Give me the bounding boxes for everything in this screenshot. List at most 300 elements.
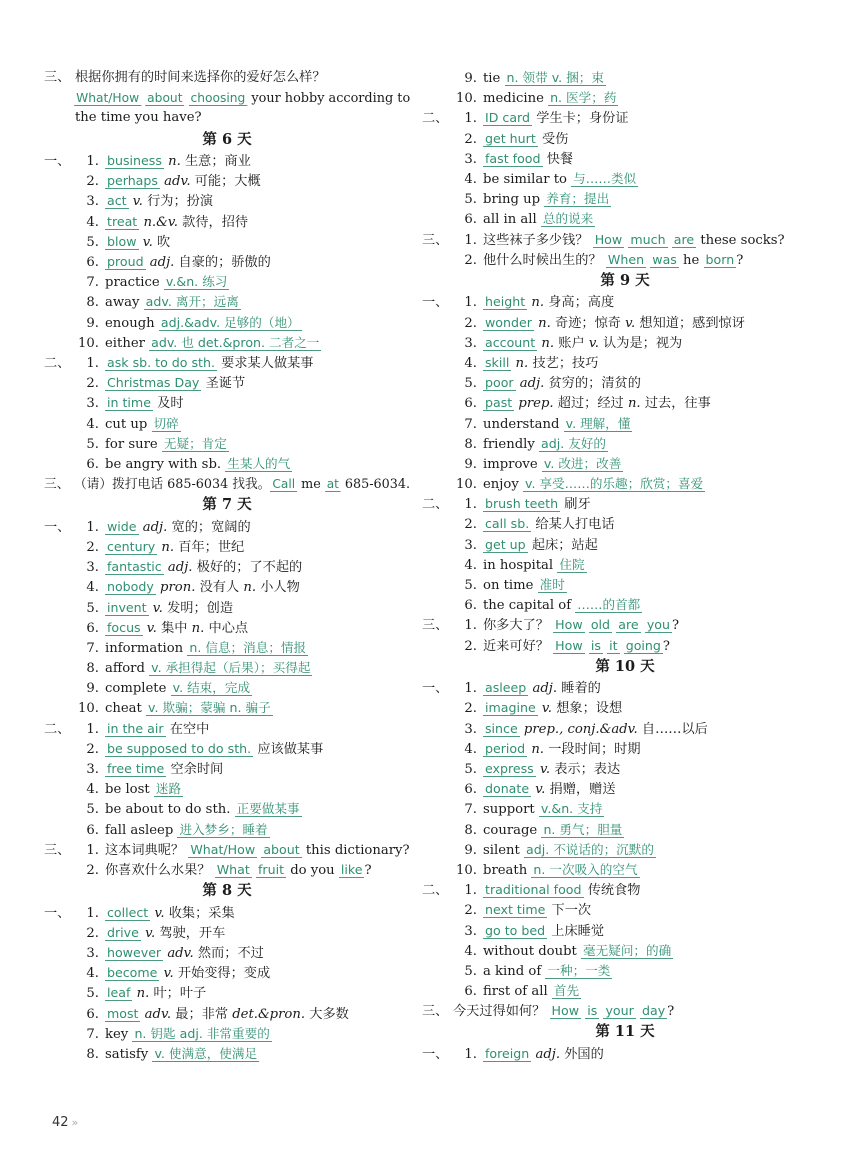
answer-text: is <box>590 637 601 653</box>
answer-text: 迷路 <box>155 781 182 797</box>
prompt-text: these socks? <box>696 232 785 248</box>
line-content <box>105 517 251 538</box>
exercise-line <box>422 779 828 799</box>
part-of-speech: n. <box>527 295 545 311</box>
item-number: 6. <box>464 984 477 1000</box>
item-number: 10. <box>456 477 477 493</box>
line-content <box>483 454 623 475</box>
exercise-line <box>422 514 828 534</box>
line-content <box>483 189 611 210</box>
exercise-line <box>44 454 410 474</box>
item-number: 6. <box>86 1006 99 1022</box>
prompt-text: 学生卡；身份证 <box>532 111 629 127</box>
exercise-line <box>44 860 410 880</box>
section-marker: 一、 <box>422 295 449 311</box>
exercise-line <box>44 1044 410 1064</box>
exercise-line <box>44 820 410 840</box>
exercise-line <box>44 68 410 88</box>
item-number: 2. <box>464 638 477 654</box>
section-marker: 二、 <box>422 111 449 127</box>
exercise-line <box>44 658 410 678</box>
line-content <box>105 393 184 414</box>
line-content <box>483 333 682 354</box>
prompt-text: （请）拨打电话 685-6034 找我。 <box>73 477 271 493</box>
prompt-text: 没有人 <box>195 580 244 596</box>
prompt-text: 宽的；宽阔的 <box>167 519 251 535</box>
section-marker: 二、 <box>422 497 449 513</box>
answer-text: 切碎 <box>153 415 179 431</box>
prompt-text: 表示；表达 <box>550 762 621 777</box>
answer-text: foreign <box>485 1045 530 1061</box>
answer-text: in the air <box>107 720 164 736</box>
line-content <box>483 900 591 921</box>
item-number: 2. <box>464 252 477 268</box>
answer-text: asleep <box>485 680 527 696</box>
prompt-text: the time you have? <box>75 110 202 126</box>
part-of-speech: n. <box>527 741 545 757</box>
part-of-speech: n.&v. <box>139 214 178 230</box>
exercise-line <box>44 698 410 718</box>
answer-text: 毫无疑问；的确 <box>583 942 672 958</box>
prompt-text: 吹 <box>152 234 171 250</box>
item-number: 5. <box>86 600 99 616</box>
answer-text: How <box>551 1003 579 1019</box>
answer-text: wide <box>107 518 137 534</box>
answer-text: poor <box>485 375 514 391</box>
line-content <box>105 799 302 820</box>
item-number: 1. <box>86 721 99 737</box>
answer-text: donate <box>485 781 530 797</box>
prompt-text: ? <box>662 638 670 654</box>
prompt-text: 可能；大概 <box>190 174 261 190</box>
prompt-text: 这些袜子多少钱？ <box>483 232 593 248</box>
day-heading: 第 8 天 <box>202 882 252 900</box>
answer-text: v. 理解，懂 <box>565 415 631 431</box>
answer-text: however <box>107 945 162 960</box>
exercise-line <box>422 209 828 229</box>
exercise-line <box>422 595 828 615</box>
line-content <box>483 88 618 109</box>
prompt-text: complete <box>105 681 171 697</box>
chevron-right-icon: » <box>71 1116 79 1129</box>
answer-text: Christmas Day <box>107 375 200 391</box>
prompt-text: breath <box>483 862 532 878</box>
answer-text: collect <box>107 904 149 920</box>
exercise-line <box>422 434 828 454</box>
prompt-text: improve <box>483 456 542 472</box>
answer-text: drive <box>107 924 139 940</box>
answer-text: 总的说来 <box>542 211 594 227</box>
item-number: 4. <box>86 214 99 230</box>
prompt-text <box>184 91 188 106</box>
answer-text: in time <box>107 395 151 411</box>
item-number: 2. <box>86 925 99 941</box>
item-number: 6. <box>86 620 99 636</box>
prompt-text: 及时 <box>152 396 184 412</box>
prompt-text: 中心点 <box>204 620 249 636</box>
line-content <box>105 638 308 659</box>
prompt-text: first of all <box>483 984 552 1000</box>
day-heading: 第 11 天 <box>595 1023 655 1041</box>
day-heading: 第 6 天 <box>202 130 252 148</box>
part-of-speech: v. <box>128 194 143 210</box>
part-of-speech: v. <box>140 925 156 941</box>
answer-text: adj.&adv. 足够的（地） <box>160 314 300 330</box>
part-of-speech: adj. <box>528 681 558 697</box>
line-content <box>105 577 300 598</box>
item-number: 8. <box>86 661 99 677</box>
answer-text: day <box>642 1003 666 1019</box>
exercise-line <box>422 1044 828 1064</box>
line-content <box>105 739 323 760</box>
prompt-text: 自豪的；骄傲的 <box>174 255 271 270</box>
prompt-text: either <box>105 335 150 351</box>
line-content <box>483 799 604 820</box>
item-number: 3. <box>464 537 477 553</box>
answer-text: you <box>646 617 670 633</box>
answer-text: your <box>605 1003 634 1019</box>
exercise-line <box>44 171 410 191</box>
exercise-line <box>422 494 828 514</box>
exercise-line <box>422 169 828 189</box>
prompt-text: 想象；设想 <box>552 701 623 717</box>
exercise-line <box>422 373 828 393</box>
answer-text: fruit <box>258 861 285 877</box>
exercise-line <box>44 353 410 373</box>
line-content <box>483 759 620 780</box>
line-content <box>483 434 608 455</box>
answer-text: n. 信息；消息；情报 <box>189 639 307 655</box>
line-content <box>483 555 587 576</box>
part-of-speech: v. <box>537 701 552 717</box>
line-content <box>105 923 225 944</box>
prompt-text: 传统食物 <box>583 883 641 899</box>
prompt-text: 近来可好？ <box>483 638 554 654</box>
exercise-line <box>44 1004 410 1024</box>
answer-text: century <box>107 538 156 554</box>
answer-text: at <box>326 476 339 492</box>
prompt-text: be about to do sth. <box>105 802 235 818</box>
answer-text: about <box>147 90 183 106</box>
part-of-speech: adv. <box>163 946 194 961</box>
prompt-text: without doubt <box>483 943 582 959</box>
line-content <box>483 494 591 515</box>
item-number: 6. <box>86 822 99 838</box>
prompt-text: 要求某人做某事 <box>216 355 314 371</box>
prompt-text: the capital of <box>483 598 576 614</box>
item-number: 5. <box>464 192 477 208</box>
answer-text: v.&n. 练习 <box>165 274 228 290</box>
item-number: 3. <box>86 194 99 210</box>
answer-text: 正要做某事 <box>236 801 300 817</box>
item-number: 8. <box>464 436 477 452</box>
exercise-line <box>422 333 828 353</box>
item-number: 2. <box>86 862 99 878</box>
part-of-speech: n. <box>132 986 150 1002</box>
exercise-line <box>422 698 828 718</box>
part-of-speech: n. <box>163 154 181 170</box>
line-content <box>105 151 251 172</box>
prompt-text: 这本词典呢？ <box>105 842 189 858</box>
exercise-line <box>44 577 410 597</box>
page-number <box>52 1115 78 1130</box>
exercise-line <box>44 191 410 211</box>
line-content <box>483 719 708 740</box>
line-content <box>105 860 372 881</box>
exercise-line <box>44 903 410 923</box>
answer-text: going <box>625 637 661 653</box>
exercise-line <box>422 313 828 333</box>
prompt-text: 账户 <box>554 335 589 351</box>
item-number: 9. <box>86 681 99 697</box>
prompt-text: 给某人打电话 <box>531 517 615 533</box>
section-marker: 二、 <box>422 883 449 899</box>
prompt-text: key <box>105 1026 133 1042</box>
line-content <box>105 353 314 374</box>
line-content <box>483 414 632 435</box>
prompt-text: 驾驶，开车 <box>155 925 226 941</box>
line-content <box>105 171 261 192</box>
answer-text: adj. 不说话的；沉默的 <box>526 841 654 857</box>
answer-text: v. 结束，完成 <box>172 680 251 696</box>
exercise-line <box>422 739 828 759</box>
part-of-speech: n. <box>243 580 257 596</box>
item-number: 6. <box>464 598 477 614</box>
prompt-text: 集中 <box>156 620 192 636</box>
answer-text: become <box>107 965 158 981</box>
line-content <box>483 230 785 251</box>
answer-text: much <box>630 231 666 247</box>
answer-text: How <box>594 231 623 247</box>
item-number: 4. <box>464 943 477 959</box>
exercise-line <box>422 230 828 250</box>
prompt-text: 应该做某事 <box>253 741 324 757</box>
item-number: 2. <box>86 741 99 757</box>
prompt-text: all in all <box>483 212 541 228</box>
part-of-speech: v. <box>138 234 153 250</box>
answer-text: brush teeth <box>485 496 559 512</box>
section-marker: 一、 <box>422 1046 449 1062</box>
exercise-line <box>44 618 410 638</box>
exercise-line <box>422 414 828 434</box>
exercise-line <box>44 759 410 779</box>
prompt-text: 奇迹；惊奇 <box>550 315 626 331</box>
exercise-line <box>44 434 410 454</box>
section-marker: 三、 <box>44 842 71 858</box>
answer-text: leaf <box>107 985 131 1001</box>
exercise-line <box>44 414 410 434</box>
exercise-line <box>44 598 410 618</box>
prompt-text: 685-6034. <box>340 477 411 493</box>
exercise-line <box>422 88 828 108</box>
prompt-text: 外国的 <box>560 1046 604 1062</box>
answer-text: since <box>485 720 518 736</box>
part-of-speech: adv. <box>140 1006 172 1022</box>
line-content <box>483 941 673 962</box>
line-content <box>105 252 271 273</box>
exercise-line <box>422 292 828 312</box>
item-number: 2. <box>464 131 477 147</box>
item-number: 1. <box>86 355 99 371</box>
item-number: 9. <box>464 456 477 472</box>
line-content <box>105 212 248 233</box>
prompt-text: on time <box>483 578 538 593</box>
prompt-text: 在空中 <box>165 721 210 737</box>
answer-text: v.&n. 支持 <box>540 801 603 817</box>
prompt-text: 上床睡觉 <box>547 923 605 939</box>
prompt-text: 技艺；技巧 <box>528 355 599 371</box>
section-marker: 三、 <box>44 477 70 493</box>
line-content <box>483 68 606 89</box>
line-content <box>483 393 711 414</box>
line-content <box>105 698 273 719</box>
answer-text: it <box>609 637 618 653</box>
prompt-text: medicine <box>483 91 549 107</box>
prompt-text: 空余时间 <box>166 762 224 777</box>
item-number: 5. <box>86 436 99 452</box>
answer-text: is <box>587 1003 598 1019</box>
answer-text: 进入梦乡；睡着 <box>179 821 268 837</box>
part-of-speech: v. <box>625 315 636 331</box>
answer-text: business <box>107 153 162 169</box>
answer-text: n. 一次吸入的空气 <box>533 861 638 877</box>
exercise-line <box>422 941 828 961</box>
line-content <box>483 575 567 596</box>
prompt-text: friendly <box>483 436 540 452</box>
item-number: 10. <box>456 91 477 107</box>
exercise-line <box>44 799 410 819</box>
line-content <box>105 232 170 253</box>
exercise-line <box>422 880 828 900</box>
line-content <box>483 840 656 861</box>
exercise-line <box>44 151 410 171</box>
prompt-text: enough <box>105 315 159 331</box>
answer-text: get hurt <box>485 130 536 146</box>
item-number: 1. <box>464 883 477 899</box>
prompt-text: he <box>678 252 704 268</box>
line-content <box>105 313 302 334</box>
prompt-text: 收集；采集 <box>164 905 235 921</box>
item-number: 1. <box>464 232 477 248</box>
part-of-speech: adj. <box>163 560 193 576</box>
item-number: 5. <box>464 578 477 593</box>
line-content <box>105 1024 272 1045</box>
page-number-text: 42 <box>52 1115 69 1130</box>
prompt-text: in hospital <box>483 557 558 573</box>
prompt-text: 想知道；感到惊讶 <box>635 315 745 331</box>
item-number: 9. <box>86 315 99 331</box>
answer-text: born <box>705 251 735 267</box>
line-content <box>483 313 745 334</box>
prompt-text: tie <box>483 71 505 86</box>
line-content <box>105 434 229 455</box>
answer-text: What/How <box>190 841 256 857</box>
answer-text: 住院 <box>559 556 585 572</box>
item-number: 3. <box>464 923 477 939</box>
prompt-text: 刷牙 <box>560 497 591 513</box>
answer-text: n. 领带 v. 捆；束 <box>506 70 604 85</box>
item-number: 7. <box>86 275 99 291</box>
item-number: 1. <box>86 519 99 535</box>
line-content <box>483 921 604 942</box>
answer-text: go to bed <box>485 922 546 938</box>
prompt-text: 百年；世纪 <box>174 539 245 555</box>
exercise-line <box>422 149 828 169</box>
part-of-speech: n. <box>627 396 641 412</box>
answer-text: 准时 <box>539 577 565 592</box>
line-content <box>483 739 641 760</box>
prompt-text: 过去，往事 <box>640 396 711 412</box>
right-column <box>422 68 828 1064</box>
prompt-text: be lost <box>105 782 154 798</box>
prompt-text: ? <box>667 1004 675 1020</box>
answer-text: Call <box>272 476 296 492</box>
answer-text: like <box>340 861 363 877</box>
line-content <box>105 779 183 800</box>
answer-text: 养育；提出 <box>546 191 610 207</box>
exercise-line <box>44 779 410 799</box>
line-content <box>105 1044 259 1065</box>
prompt-text: understand <box>483 416 564 432</box>
prompt-text: away <box>105 295 144 311</box>
line-content <box>105 333 321 354</box>
item-number: 5. <box>464 376 477 392</box>
answer-text: n. 医学；药 <box>550 90 617 106</box>
section-marker: 三、 <box>422 1004 449 1020</box>
answer-text: ……的首都 <box>577 597 641 613</box>
prompt-text: for sure <box>105 436 162 452</box>
exercise-line <box>44 537 410 557</box>
line-content <box>483 209 595 230</box>
exercise-line <box>422 678 828 698</box>
answer-text: was <box>652 251 677 267</box>
exercise-line <box>44 1024 410 1044</box>
line-content <box>483 514 615 535</box>
prompt-text: 受伤 <box>537 131 569 147</box>
prompt-text: information <box>105 640 188 656</box>
part-of-speech: adv. <box>159 174 191 190</box>
answer-text: fantastic <box>107 559 162 575</box>
item-number: 3. <box>464 335 477 351</box>
prompt-text: 他什么时候出生的？ <box>483 252 606 268</box>
part-of-speech: prep. <box>514 396 554 412</box>
prompt-text: 起床；站起 <box>527 537 598 553</box>
answer-text: height <box>485 294 526 310</box>
answer-text: n. 钥匙 adj. 非常重要的 <box>134 1025 270 1041</box>
item-number: 5. <box>86 802 99 818</box>
line-content <box>483 535 598 556</box>
line-content <box>483 292 614 313</box>
prompt-text: 认为是；视为 <box>598 335 683 351</box>
prompt-text: 最；非常 <box>171 1006 233 1022</box>
answer-text: 无疑；肯定 <box>163 435 227 451</box>
answer-text: How <box>555 617 583 633</box>
exercise-line <box>44 517 410 537</box>
part-of-speech: adj. <box>515 376 545 392</box>
item-number: 8. <box>86 1046 99 1062</box>
day-heading: 第 7 天 <box>202 496 252 514</box>
exercise-line <box>44 292 410 312</box>
part-of-speech: v. <box>142 620 157 636</box>
item-number: 1. <box>464 1046 477 1062</box>
exercise-line <box>44 678 410 698</box>
prompt-text: cheat <box>105 701 147 717</box>
part-of-speech: v. <box>159 966 174 982</box>
answer-text: v. 享受……的乐趣；欣赏；喜爱 <box>524 476 704 492</box>
prompt-text: silent <box>483 842 524 858</box>
answer-text: invent <box>107 599 147 615</box>
prompt-text: ? <box>736 252 744 268</box>
